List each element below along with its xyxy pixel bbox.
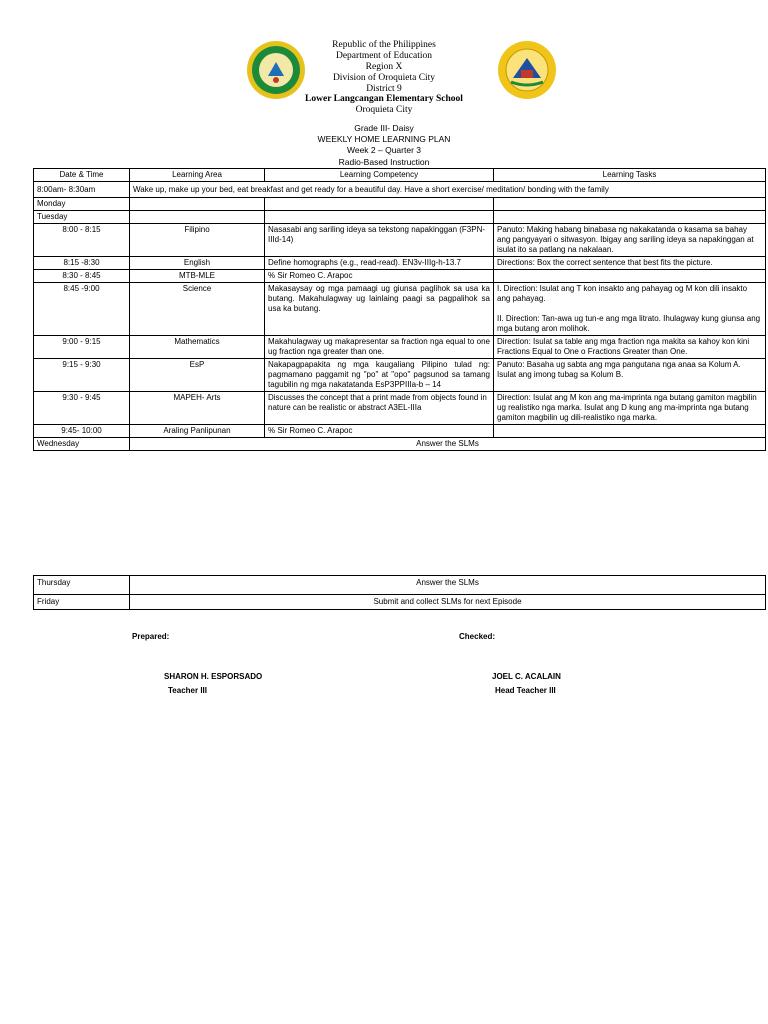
mode-text: Radio-Based Instruction	[338, 157, 430, 167]
learning-plan-table	[33, 168, 766, 451]
header-date-time: Date & Time	[34, 169, 130, 182]
science-task-2: II. Direction: Tan-awa ug tun-e ang mga litrato. Ihulagway kung giunsa ang mga butang aron molihok.	[497, 314, 761, 333]
department-text: Department of Education	[335, 51, 433, 61]
table-row-morning	[34, 182, 766, 198]
checked-label: Checked:	[459, 632, 496, 641]
friday-text: Submit and collect SLMs for next Episode	[130, 595, 766, 610]
week-text: Week 2 – Quarter 3	[346, 145, 422, 155]
schedule-table-2	[33, 575, 766, 610]
district-text: District 9	[366, 84, 402, 94]
tuesday-label: Tuesday	[34, 211, 130, 224]
prepared-name: SHARON H. ESPORSADO	[164, 672, 263, 681]
region-text: Region X	[365, 62, 403, 72]
division-text: Division of Oroquieta City	[332, 73, 436, 83]
table-row: 8:00 - 8:15 Filipino Nasasabi ang sariling ideya sa tekstong napakinggan (F3PN-IIId-14) Panuto: Making habang binabasa ng nakakatanda o kasama sa bahay ang pangyayari o sitwasyon. Ibigay ang sariling ideya sa napakinggan at isulat ito sa patlang na nakalaan.	[34, 224, 766, 257]
school-name: Lower Langcangan Elementary School	[305, 94, 463, 104]
thursday-text: Answer the SLMs	[130, 576, 766, 595]
republic-text: Republic of the Philippines	[332, 40, 436, 50]
thursday-label: Thursday	[34, 576, 130, 595]
table-row: 9:15 - 9:30 EsP Nakapagpapakita ng mga kaugaliang Pilipino tulad ng: pagmamano paggamit ng "po" at "opo" pagsunod sa tamang tagubilin ng mga nakatatanda EsP3PPIIIa-b – 14 Panuto: Basaha ug sabta ang mga pangutana nga anaa sa Kolum A. Isulat ang imong tubag sa Kolum B.	[34, 359, 766, 392]
table-row-tuesday	[34, 211, 766, 224]
prepared-title: Teacher III	[168, 686, 207, 695]
plan-title: WEEKLY HOME LEARNING PLAN	[317, 134, 451, 144]
table-header-row	[34, 169, 766, 182]
header-learning-competency: Learning Competency	[265, 169, 494, 182]
table-row: 8:30 - 8:45 MTB-MLE % Sir Romeo C. Arapoc	[34, 270, 766, 283]
morning-time: 8:00am- 8:30am	[34, 182, 130, 198]
table-row: 8:15 -8:30 English Define homographs (e.g., read-read). EN3v-IIIg-h-13.7 Directions: Box the correct sentence that best fits the picture.	[34, 257, 766, 270]
header-learning-area: Learning Area	[130, 169, 265, 182]
grade-text: Grade III- Daisy	[354, 123, 414, 133]
header-learning-tasks: Learning Tasks	[494, 169, 766, 182]
prepared-label: Prepared:	[132, 632, 170, 641]
table-row-monday	[34, 198, 766, 211]
wednesday-text: Answer the SLMs	[130, 438, 766, 451]
table-row-wednesday	[34, 438, 766, 451]
monday-label: Monday	[34, 198, 130, 211]
wednesday-label: Wednesday	[34, 438, 130, 451]
city-text: Oroquieta City	[355, 105, 413, 115]
table-row-friday	[34, 595, 766, 610]
morning-text: Wake up, make up your bed, eat breakfast and get ready for a beautiful day. Have a short exercise/ meditation/ bonding with the family	[130, 182, 766, 198]
checked-name: JOEL C. ACALAIN	[492, 672, 561, 681]
table-row: 9:45- 10:00 Araling Panlipunan % Sir Romeo C. Arapoc	[34, 425, 766, 438]
table-row-thursday	[34, 576, 766, 595]
table-row: 9:00 - 9:15 Mathematics Makahulagway ug makapresentar sa fraction nga equal to one ug fraction nga greater than one. Direction: Isulat sa table ang mga fraction nga makita sa kahoy kon kini Fractions Equal to One o Fractions Greater than One.	[34, 336, 766, 359]
table-row: 8:45 -9:00 Science Makasaysay og mga pamaagi ug giunsa paglihok sa usa ka butang. Makahulagway ug lainlaing paagi sa pagpalihok sa usa ka butang. I. Direction: Isulat ang T kon insakto ang pahayag og M kon dili insakto ang pahayag. II. Direction: Tan-awa ug tun-e ang mga litrato. Ihulagway kung giunsa ang mga butang aron molihok.	[34, 283, 766, 336]
friday-label: Friday	[34, 595, 130, 610]
checked-title: Head Teacher III	[495, 686, 556, 695]
table-row: 9:30 - 9:45 MAPEH- Arts Discusses the concept that a print made from objects found in nature can be realistic or abstract A3EL-IIIa Direction: Isulat ang M kon ang ma-imprinta nga butang gamiton magbilin ug realistiko nga marka. Isulat ang D kung ang ma-imprinta nga butang gamiton magbilin ug dili-realistiko nga marka.	[34, 392, 766, 425]
science-task-1: I. Direction: Isulat ang T kon insakto ang pahayag og M kon dili insakto ang pahayag.	[497, 284, 748, 303]
